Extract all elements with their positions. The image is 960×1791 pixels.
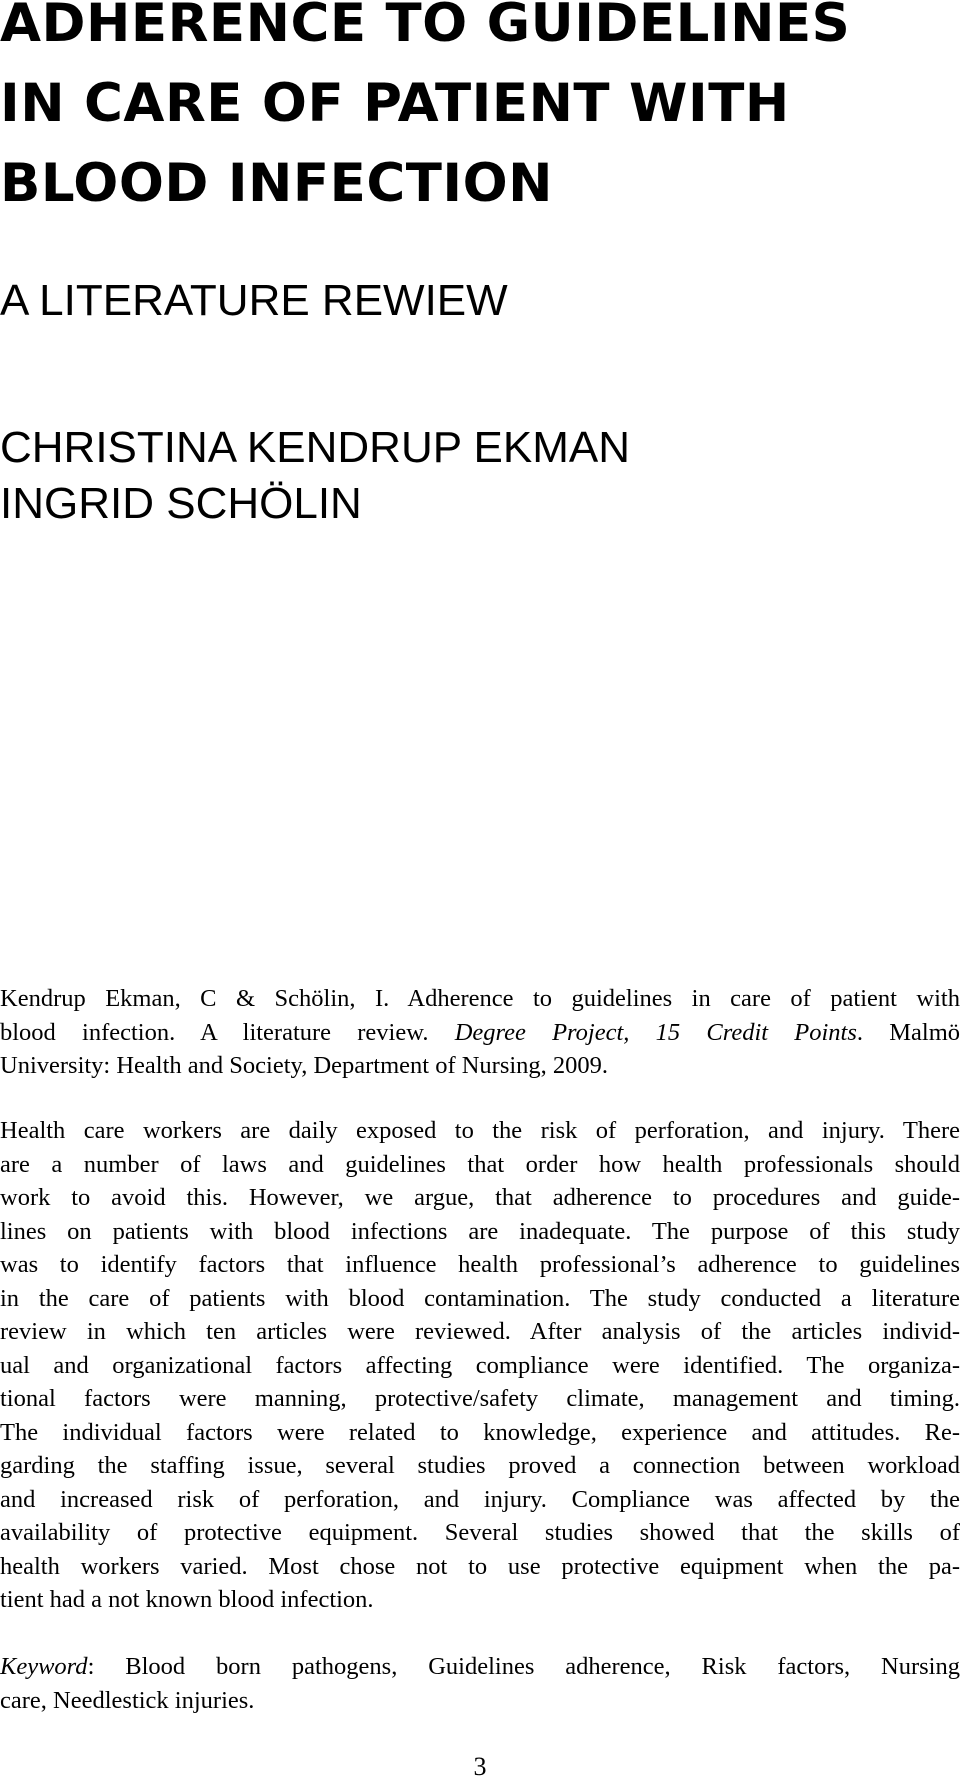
abstract-paragraph bbox=[0, 1114, 960, 1617]
keywords-text: : Blood born pathogens, Guidelines adherence, Risk factors, Nursing bbox=[87, 1653, 960, 1680]
citation-text: blood infection. A literature review. bbox=[0, 1018, 455, 1046]
author-list bbox=[0, 420, 630, 532]
abstract-line: ual and organizational factors affecting compliance were identified. The organiza- bbox=[0, 1351, 960, 1379]
title-line: BLOOD INFECTION bbox=[0, 153, 554, 214]
document-title bbox=[0, 0, 950, 224]
citation-line: University: Health and Society, Department of Nursing, 2009. bbox=[0, 1052, 609, 1079]
abstract-line: in the care of patients with blood contamination. The study conducted a literature bbox=[0, 1284, 960, 1312]
abstract-line: health workers varied. Most chose not to use protective equipment when the pa- bbox=[0, 1552, 960, 1580]
abstract-line: Health care workers are daily exposed to the risk of perforation, and injury. There bbox=[0, 1117, 960, 1144]
document-subtitle: A LITERATURE REWIEW bbox=[0, 276, 508, 325]
page-number: 3 bbox=[473, 1752, 487, 1781]
abstract-line: work to avoid this. However, we argue, that adherence to procedures and guide- bbox=[0, 1184, 960, 1211]
keywords-line bbox=[0, 1650, 960, 1684]
citation-line: Kendrup Ekman, C & Schölin, I. Adherence to guidelines in care of patient with bbox=[0, 985, 960, 1012]
abstract-line: tient had a not known blood infection. bbox=[0, 1586, 374, 1613]
citation-paragraph bbox=[0, 982, 960, 1083]
abstract-line: was to identify factors that influence health professional’s adherence to guidelines bbox=[0, 1251, 960, 1278]
citation-line bbox=[0, 1016, 960, 1050]
keywords-line: care, Needlestick injuries. bbox=[0, 1686, 255, 1714]
abstract-line: and increased risk of perforation, and injury. Compliance was affected by the bbox=[0, 1485, 960, 1513]
citation-degree-project: Degree Project, 15 Credit Points bbox=[454, 1018, 857, 1046]
title-line: ADHERENCE TO GUIDELINES bbox=[0, 0, 851, 54]
citation-text: . Malmö bbox=[856, 1018, 960, 1046]
abstract-line: review in which ten articles were reviewed. After analysis of the articles individ- bbox=[0, 1318, 960, 1345]
author-name: INGRID SCHÖLIN bbox=[0, 479, 362, 528]
abstract-line: are a number of laws and guidelines that order how health professionals should bbox=[0, 1150, 960, 1178]
abstract-line: availability of protective equipment. Several studies showed that the skills of bbox=[0, 1519, 960, 1546]
abstract-line: lines on patients with blood infections are inadequate. The purpose of this study bbox=[0, 1217, 960, 1245]
title-line: IN CARE OF PATIENT WITH bbox=[0, 73, 790, 134]
keywords-label: Keyword bbox=[0, 1653, 88, 1680]
author-name: CHRISTINA KENDRUP EKMAN bbox=[0, 423, 630, 472]
abstract-line: garding the staffing issue, several studies proved a connection between workload bbox=[0, 1452, 960, 1479]
abstract-line: tional factors were manning, protective/safety climate, management and timing. bbox=[0, 1385, 960, 1412]
keywords-paragraph bbox=[0, 1650, 960, 1717]
abstract-line: The individual factors were related to knowledge, experience and attitudes. Re- bbox=[0, 1418, 960, 1446]
